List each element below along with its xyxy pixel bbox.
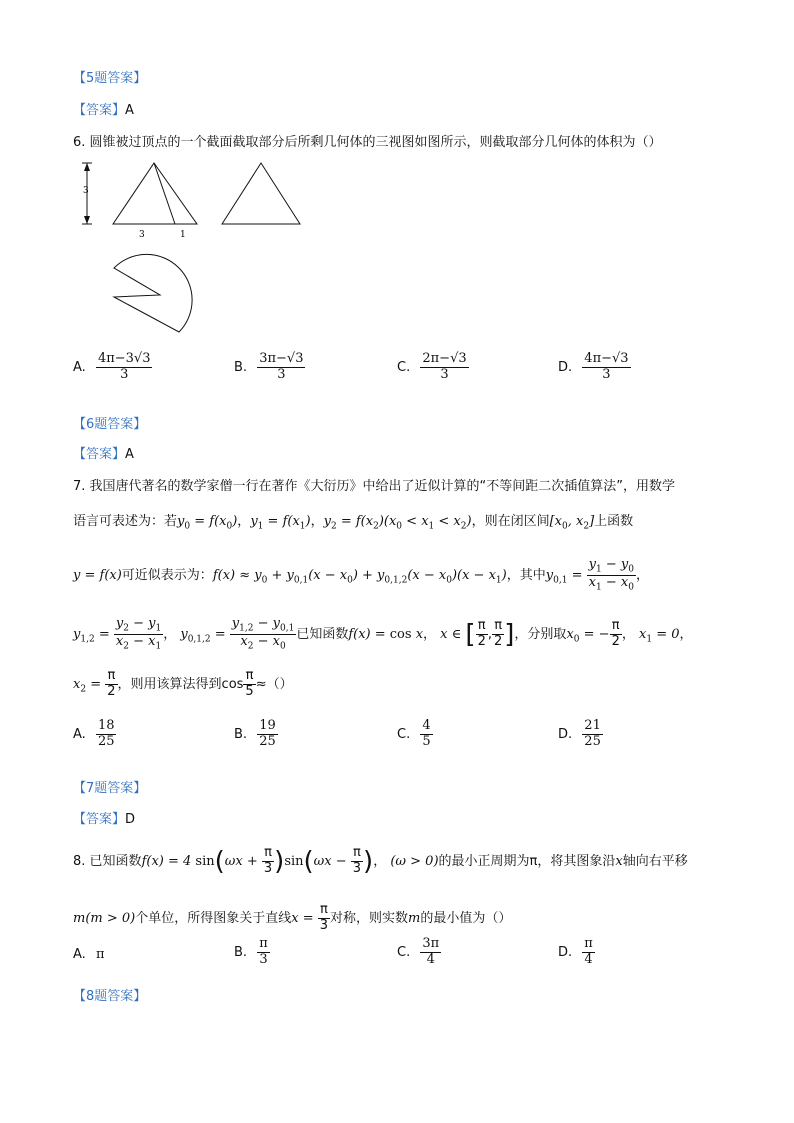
q8-option-a[interactable] [73,947,104,962]
front-view-cut-line [154,163,175,224]
option-denominator: 3 [277,366,286,382]
front-view-triangle [113,163,197,224]
q5-answer-header: 【5题答案】 [73,71,147,86]
option-denominator: 4 [584,951,593,967]
answer-value: A [125,103,134,118]
q6-stem [73,131,662,150]
q8-option-c[interactable] [397,937,441,968]
option-label: C. [397,359,411,375]
option-numerator: 3π [422,936,440,951]
option-denominator: 3 [440,366,449,382]
height-label: 3 [83,186,89,196]
option-denominator: 3 [120,366,129,382]
arrow-up-icon [84,163,90,171]
q8-line-2: m(m > 0)个单位，所得图象关于直线x = $\frac{\pi}{3}$ 对称，则实数m的最小值为（） [73,902,512,933]
option-denominator: 25 [97,733,115,749]
q7-answer [73,808,135,827]
option-numerator: 4π−3√3 [97,351,151,366]
option-numerator: 4π−√3 [584,351,629,366]
option-numerator: 21 [584,718,601,733]
q6-option-b[interactable] [234,352,305,383]
q5-answer [73,99,134,118]
answer-value: A [125,447,134,462]
arrow-down-icon [84,216,90,224]
option-denominator: 25 [259,733,276,749]
q7-line-4: $y_{1,2}$ = $\frac{y_2 - y_1}{x_2 - x_1}$ ， $y_{0,1,2}$ = $\frac{y_{1,2} - y_{0,1}}{x_2 - x_0}$ 已知函数f(x) = cos x， x ∈ [ $\frac{\pi}{2}$ , $\frac{\pi}{2}$ ]，分别取$x_0$ = − $\frac{\pi}{2}$ ， $x_1 = 0$， [73,616,693,652]
option-label: D. [558,359,573,375]
option-numerator: 4 [422,718,431,733]
answer-label: 【答案】 [73,812,126,827]
option-label: D. [558,944,573,960]
option-value: π [95,947,105,962]
side-view-triangle [222,163,300,224]
q7-option-b[interactable] [234,719,278,750]
option-label: C. [397,944,411,960]
q7-line-3: y = f(x)可近似表示为：$f(x) \approx y_0 + y_{0,1}(x - x_0) + y_{0,1,2}(x - x_0)(x - x_1)$，其中$y_{0,1}$ = $\frac{y_1 - y_0}{x_1 - x_0}$ ， [73,557,649,593]
option-denominator: 3 [602,366,611,382]
question-number: 8. [73,853,86,869]
option-label: D. [558,726,573,742]
option-label: C. [397,726,411,742]
q6-answer [73,443,134,462]
option-denominator: 25 [584,733,601,749]
question-number: 7. [73,479,86,494]
question-number: 6. [73,135,86,150]
option-numerator: 19 [259,718,276,733]
option-label: B. [234,359,248,375]
q7-line-1 [73,475,675,494]
q8-option-b[interactable] [234,937,270,968]
q7-option-a[interactable] [73,719,116,750]
q6-option-c[interactable] [397,352,469,383]
q7-line-2: 语言可表述为：若$y_0 = f(x_0)$，$y_1 = f(x_1)$，$y_2 = f(x_2)(x_0 < x_1 < x_2)$，则在闭区间[$x_0$, $x_2$]上函数 [73,514,634,532]
option-denominator: 3 [259,951,268,967]
option-numerator: π [584,936,593,951]
top-view-circle [114,254,192,332]
q8-line-1: 8. 已知函数f(x) = 4 sin(ωx + $\frac{\pi}{3}$ )sin(ωx − $\frac{\pi}{3}$ )， (ω > 0)的最小正周期为π，将其图象沿x轴向右平移 [73,845,688,877]
option-numerator: 3π−√3 [259,351,304,366]
q7-option-d[interactable] [558,719,603,750]
base-right-label: 1 [180,230,186,240]
option-numerator: 2π−√3 [422,351,467,366]
q8-option-d[interactable] [558,937,595,968]
answer-label: 【答案】 [73,447,126,462]
option-denominator: 5 [422,733,431,749]
option-label: A. [73,359,86,375]
q8-answer-header: 【8题答案】 [73,989,147,1004]
answer-label: 【答案】 [73,103,126,118]
q6-option-d[interactable] [558,352,631,383]
option-numerator: 18 [97,718,115,733]
option-numerator: π [259,936,268,951]
option-denominator: 4 [426,951,435,967]
q7-option-c[interactable] [397,719,433,750]
three-view-figure [72,158,312,338]
option-label: B. [234,726,248,742]
option-label: A. [73,726,86,742]
q7-answer-header: 【7题答案】 [73,781,147,796]
question-text: 圆锥被过顶点的一个截面截取部分后所剩几何体的三视图如图所示，则截取部分几何体的体积为（） [89,135,662,150]
option-label: A. [73,947,86,962]
q6-option-a[interactable] [73,352,152,383]
base-left-label: 3 [139,230,145,240]
answer-value: D [125,812,136,827]
q6-answer-header: 【6题答案】 [73,417,147,432]
option-label: B. [234,944,248,960]
question-text: 我国唐代著名的数学家僧一行在著作《大衍历》中给出了近似计算的“不等间距二次插值算法”，用数学 [89,479,676,494]
q7-line-5: $x_2$ = $\frac{\pi}{2}$ ，则用该算法得到cos $\frac{\pi}{5}$ ≈（） [73,668,293,699]
